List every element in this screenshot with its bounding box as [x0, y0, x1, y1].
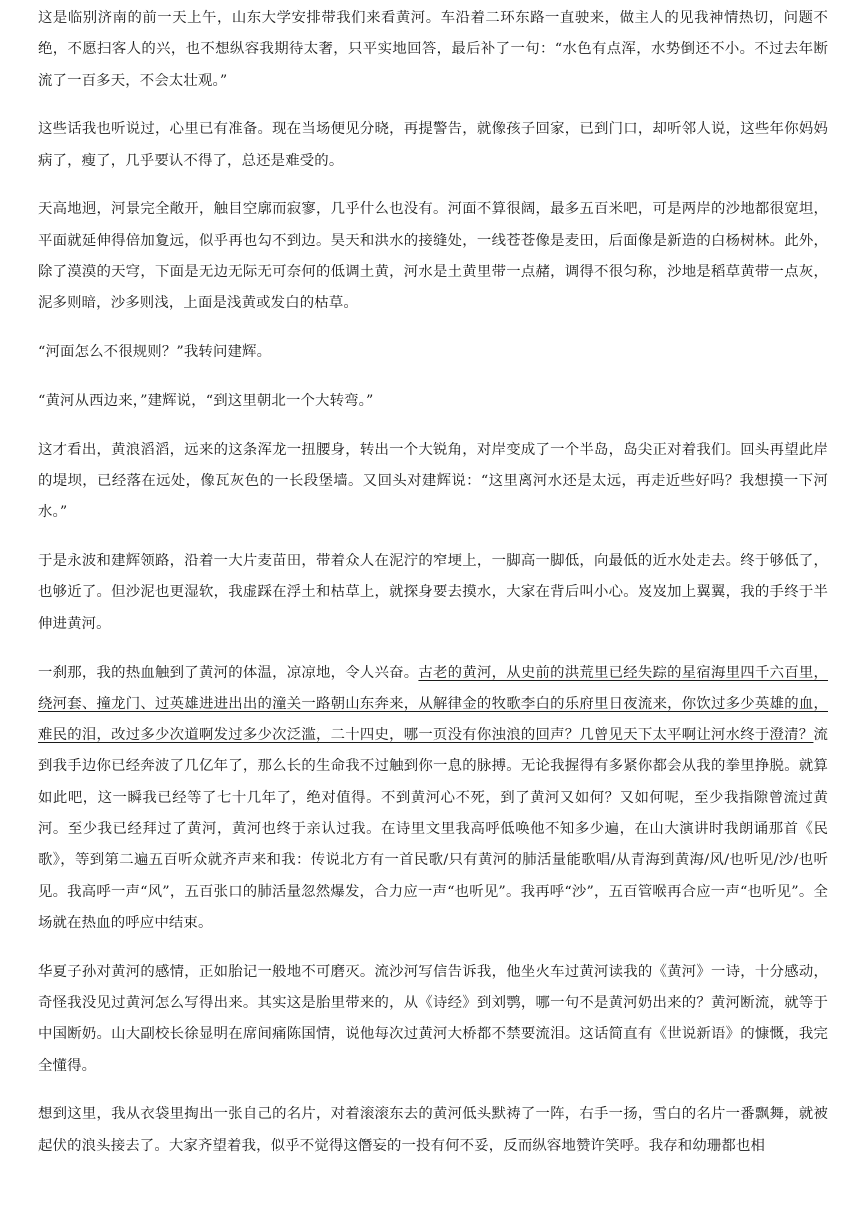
paragraph: “黄河从西边来，”建辉说，“到这里朝北一个大转弯。”	[38, 392, 374, 409]
paragraph: 这才看出，黄浪滔滔，远来的这条浑龙一扭腰身，转出一个大锐角，对岸变成了一个半岛，岛尖正对着我们。回头再望此岸的堤坝，已经落在远处，像瓦灰色的一长段堡墙。又回头对建辉说：“这里离河水还是太远，再走近些好吗？我想摸一下河水。”	[38, 441, 828, 521]
underlined-passage: 古老的黄河，从史前的洪荒里已经失踪的星宿海里四千六百里，绕河套、撞龙门、过英雄进进出出的潼关一路朝山东奔来，从解律金的牧歌李白的乐府里日夜流来，你饮过多少英雄的血，难民的泪，改过多少次道啊发过多少次泛滥，二十四史，哪一页没有你浊浪的回声？几曾见天下太平啊让河水终于澄清？	[38, 664, 829, 744]
paragraph: 于是永波和建辉领路，沿着一大片麦苗田，带着众人在泥泞的窄埂上，一脚高一脚低，向最低的近水处走去。终于够低了，也够近了。但沙泥也更湿软，我虚踩在浮土和枯草上，就探身要去摸水，大家在背后叫小心。岌岌加上翼翼，我的手终于半伸进黄河。	[38, 553, 828, 632]
paragraph-touching-river	[38, 658, 828, 940]
document-page	[38, 0, 828, 1180]
paragraph: “河面怎么不很规则？”我转问建辉。	[38, 344, 272, 361]
paragraph: 这是临别济南的前一天上午，山东大学安排带我们来看黄河。车沿着二环东路一直驶来，做主人的见我神情热切，问题不绝，不愿扫客人的兴，也不想纵容我期待太奢，只平实地回答，最后补了一句：“水色有点浑，水势倒还不小。不过去年断流了一百多天，不会太壮观。”	[38, 10, 828, 89]
paragraph-rest-text: 流到我手边你已经奔波了几亿年了，那么长的生命我不过触到你一息的脉搏。无论我握得有多紧你都会从我的拳里挣脱。就算如此吧，这一瞬我已经等了七十几年了，绝对值得。不到黄河心不死，到了黄河又如何？又如何呢，至少我指隙曾流过黄河。至少我已经拜过了黄河，黄河也终于亲认过我。在诗里文里我高呼低唤他不知多少遍，在山大演讲时我朗诵那首《民歌》，等到第二遍五百听众就齐声来和我：传说北方有一首民歌/只有黄河的肺活量能歌唱/从青海到黄海/风/也听见/沙/也听见。我高呼一声“风”，五百张口的肺活量忽然爆发，合力应一声“也听见”。我再呼“沙”，五百管喉再合应一声“也听见”。全场就在热血的呼应中结束。	[38, 727, 828, 931]
paragraph-lead-text: 一刹那，我的热血触到了黄河的体温，凉凉地，令人兴奋。	[38, 664, 419, 681]
paragraph: 华夏子孙对黄河的感情，正如胎记一般地不可磨灭。流沙河写信告诉我，他坐火车过黄河读我的《黄河》一诗，十分感动，奇怪我没见过黄河怎么写得出来。其实这是胎里带来的，从《诗经》到刘鹗，哪一句不是黄河奶出来的？黄河断流，就等于中国断奶。山大副校长徐显明在席间痛陈国情，说他每次过黄河大桥都不禁要流泪。这话简直有《世说新语》的慷慨，我完全懂得。	[38, 963, 828, 1074]
paragraph: 这些话我也听说过，心里已有准备。现在当场便见分晓，再提警告，就像孩子回家，已到门口，却听邻人说，这些年你妈妈病了，瘦了，几乎要认不得了，总还是难受的。	[38, 121, 828, 169]
paragraph: 想到这里，我从衣袋里掏出一张自己的名片，对着滚滚东去的黄河低头默祷了一阵，右手一扬，雪白的名片一番飘舞，就被起伏的浪头接去了。大家齐望着我，似乎不觉得这僭妄的一投有何不妥，反而纵容地赞许笑呼。我存和幼珊都也相	[38, 1106, 828, 1154]
paragraph: 天高地迥，河景完全敞开，触目空廓而寂寥，几乎什么也没有。河面不算很阔，最多五百米吧，可是两岸的沙地都很宽坦，平面就延伸得倍加夐远，似乎再也勾不到边。昊天和洪水的接缝处，一线苍苍像是麦田，后面像是新造的白杨树林。此外，除了漠漠的天穹，下面是无边无际无可奈何的低调土黄，河水是土黄里带一点赭，调得不很匀称，沙地是稻草黄带一点灰，泥多则暗，沙多则浅，上面是浅黄或发白的枯草。	[38, 201, 828, 312]
